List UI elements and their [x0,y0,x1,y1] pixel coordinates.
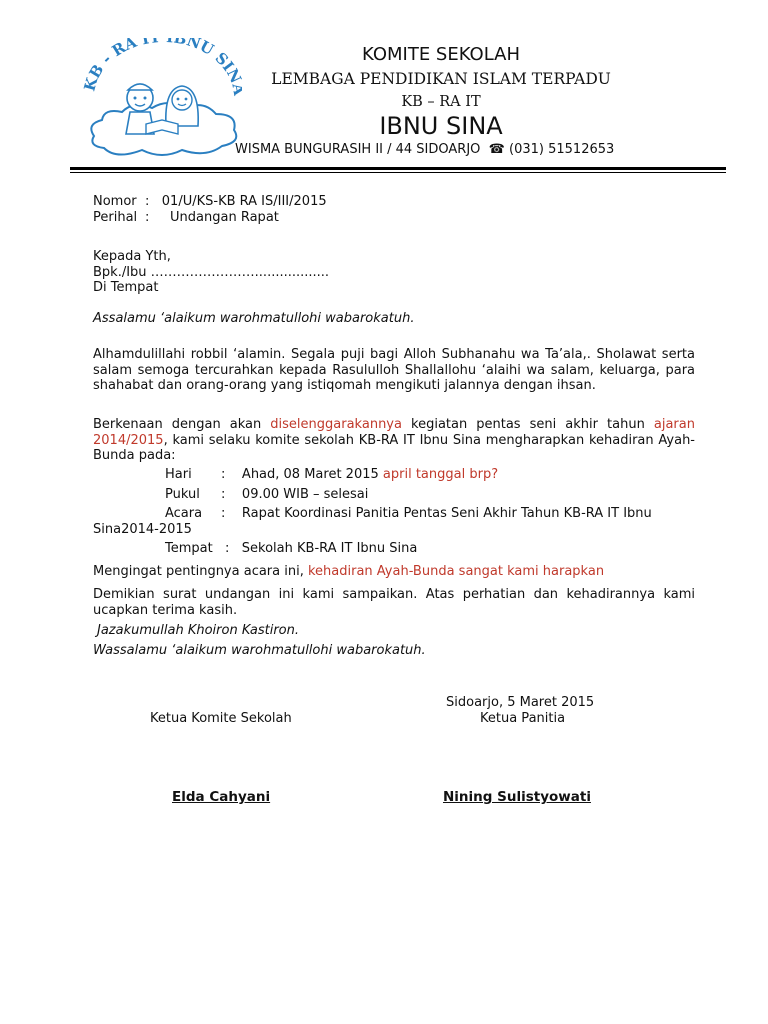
header-divider-thin [70,172,726,173]
school-level: KB – RA IT [401,94,481,110]
tempat-value: Sekolah KB-RA IT Ibnu Sina [241,541,418,556]
nomor-line: Nomor : 01/U/KS-KB RA IS/III/2015 [93,194,327,209]
recipient-line1: Kepada Yth, [93,249,171,264]
hari-value: Ahad, 08 Maret 2015 [241,467,379,482]
header-divider-thick [70,167,726,170]
right-signer-title: Ketua Panitia [480,711,566,726]
nomor-value: 01/U/KS-KB RA IS/III/2015 [161,194,327,209]
invitation-text-2: kegiatan pentas seni akhir tahun [401,417,654,432]
invitation-highlight-2: ajaran 2014/2015 [93,417,695,448]
left-signer-name: Elda Cahyani [172,789,271,805]
address: WISMA BUNGURASIH II / 44 SIDOARJO [235,142,481,157]
hari-note: april tanggal brp? [382,467,499,482]
logo-text: KB - RA I BNU SI [82,38,238,94]
detail-hari: Hari : Ahad, 08 Maret 2015 april tanggal brp? [165,467,499,482]
phone-number: (031) 51512653 [509,142,615,157]
nomor-label: Nomor [93,194,137,209]
perihal-value: Undangan Rapat [170,210,279,225]
detail-tempat: Tempat : Sekolah KB-RA IT Ibnu Sina [165,541,418,556]
invitation-text-3: , kami selaku komite sekolah KB-RA IT Ibnu Sina mengharapkan kehadiran Ayah-Bunda pada: [93,432,695,463]
right-signer-name: Nining Sulistyowati [443,789,591,805]
pukul-label: Pukul [165,487,200,502]
recipient-line3: Di Tempat [93,280,159,295]
acara-label: Acara [165,506,203,521]
paragraph-invitation [93,417,695,464]
place-date: Sidoarjo, 5 Maret 2015 [446,695,595,710]
closing-prayer: Jazakumullah Khoiron Kastiron. [97,623,300,638]
phone-icon: ☎ [488,142,505,157]
perihal-line: Perihal : Undangan Rapat [93,210,279,225]
greeting: Assalamu ‘alaikum warohmatullohi wabarokatuh. [93,311,415,326]
tempat-label: Tempat [165,541,213,556]
left-signer-title: Ketua Komite Sekolah [150,711,292,726]
detail-pukul: Pukul : 09.00 WIB – selesai [165,487,369,502]
invitation-text-1: Berkenaan dengan akan [93,417,271,432]
importance-highlight: kehadiran Ayah-Bunda sangat kami harapkan [307,564,605,579]
acara-continued: Sina2014-2015 [93,522,192,537]
recipient-line2: Bpk./Ibu …………………….................. [93,265,330,280]
detail-acara: Acara : Rapat Koordinasi Panitia Pentas Seni Akhir Tahun KB-RA IT Ibnu [165,506,652,521]
committee-title: KOMITE SEKOLAH [362,44,520,65]
invitation-highlight-1: diselenggarakannya [270,417,402,432]
importance-text: Mengingat pentingnya acara ini, [93,564,308,579]
school-name: IBNU SINA [379,112,503,140]
hari-label: Hari [165,467,192,482]
pukul-value: 09.00 WIB – selesai [241,487,369,502]
closing-salam: Wassalamu ‘alaikum warohmatullohi wabarokatuh. [93,643,426,658]
institution-name: LEMBAGA PENDIDIKAN ISLAM TERPADU [271,70,611,88]
paragraph-opening: Alhamdulillahi robbil ‘alamin. Segala puji bagi Alloh Subhanahu wa Ta’ala,. Sholawat serta salam semoga tercurahkan kepada Rasululloh Shallallohu ‘alaihi wa salam, keluarga, para shahabat dan orang-orang yang istiqomah mengikuti jalannya dengan ihsan. [93,347,695,393]
paragraph-importance [93,564,604,580]
perihal-label: Perihal [93,210,138,225]
address-line [235,142,655,157]
acara-value: Rapat Koordinasi Panitia Pentas Seni Akhir Tahun KB-RA IT Ibnu [241,506,652,521]
paragraph-closing: Demikian surat undangan ini kami sampaikan. Atas perhatian dan kehadirannya kami ucapkan terima kasih. [93,587,695,618]
